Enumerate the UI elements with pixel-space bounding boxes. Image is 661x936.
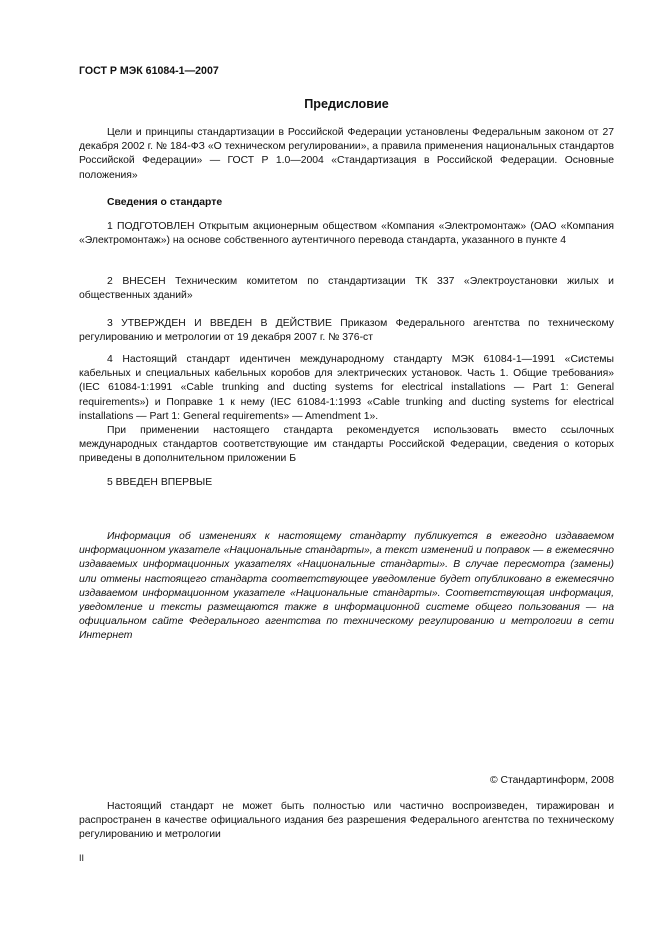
item-4-block (79, 353, 614, 467)
notice-paragraph: Информация об изменениях к настоящему стандарту публикуется в ежегодно издаваемом информационном указателе «Национальные стандарты», а текст изменений и поправок — в ежемесячно издаваемых информационных указателях «Национальные стандарты». В случае пересмотра (замены) или отмены настоящего стандарта соответствующее уведомление будет опубликовано в ежемесячно издаваемом информационном указателе «Национальные стандарты». Соответствующая информация, уведомление и тексты размещаются также в информационной системе общего пользования — на официальном сайте Федерального агентства по техническому регулированию и метрологии в сети Интернет (79, 531, 614, 642)
copyright-line: © Стандартинформ, 2008 (489, 775, 614, 786)
item-3-block (79, 317, 614, 345)
item-2-paragraph: 2 ВНЕСЕН Техническим комитетом по стандартизации ТК 337 «Электроустановки жилых и общественных зданий» (79, 276, 614, 302)
item-3-paragraph: 3 УТВЕРЖДЕН И ВВЕДЕН В ДЕЙСТВИЕ Приказом Федерального агентства по техническому регулированию и метрологии от 19 декабря 2007 г. № 376-ст (79, 318, 614, 344)
item-5-paragraph: 5 ВВЕДЕН ВПЕРВЫЕ (107, 477, 213, 488)
rights-paragraph: Настоящий стандарт не может быть полностью или частично воспроизведен, тиражирован и распространен в качестве официального издания без разрешения Федерального агентства по техническому регулированию и метрологии (79, 801, 614, 841)
intro-paragraph: Цели и принципы стандартизации в Российской Федерации установлены Федеральным законом от 27 декабря 2002 г. № 184-ФЗ «О техническом регулировании», а правила применения национальных стандартов Российской Федерации» — ГОСТ Р 1.0—2004 «Стандартизация в Российской Федерации. Основные положения» (79, 127, 614, 181)
page-title: Предисловие (304, 97, 389, 111)
item-1-block (79, 220, 614, 248)
item-4-paragraph: 4 Настоящий стандарт идентичен международному стандарту МЭК 61084-1—1991 «Системы кабельных и специальных кабельных коробов для электрических установок. Часть 1. Общие требования» (IEC 61084-1:1991 «Cable trunking and ducting systems for electrical installations — Part 1: General requirements») и Поправке 1 к нему (IEC 61084-1:1993 «Cable trunking and ducting systems for electrical installations — Part 1: General requirements» — Amendment 1». (79, 354, 614, 422)
rights-block (79, 800, 614, 843)
intro-block (79, 126, 614, 183)
item-2-block (79, 275, 614, 303)
page-number: II (79, 853, 85, 863)
item-4-note-paragraph: При применении настоящего стандарта рекомендуется использовать вместо ссылочных международных стандартов соответствующие им стандарты Российской Федерации, сведения о которых приведены в дополнительном приложении Б (79, 425, 614, 465)
notice-block (79, 530, 614, 644)
info-heading: Сведения о стандарте (107, 197, 223, 208)
item-1-paragraph: 1 ПОДГОТОВЛЕН Открытым акционерным обществом «Компания «Электромонтаж» (ОАО «Компания «Электромонтаж») на основе собственного аутентичного перевода стандарта, указанного в пункте 4 (79, 221, 614, 247)
document-header: ГОСТ Р МЭК 61084-1—2007 (79, 65, 219, 77)
item-5-block (79, 476, 614, 490)
